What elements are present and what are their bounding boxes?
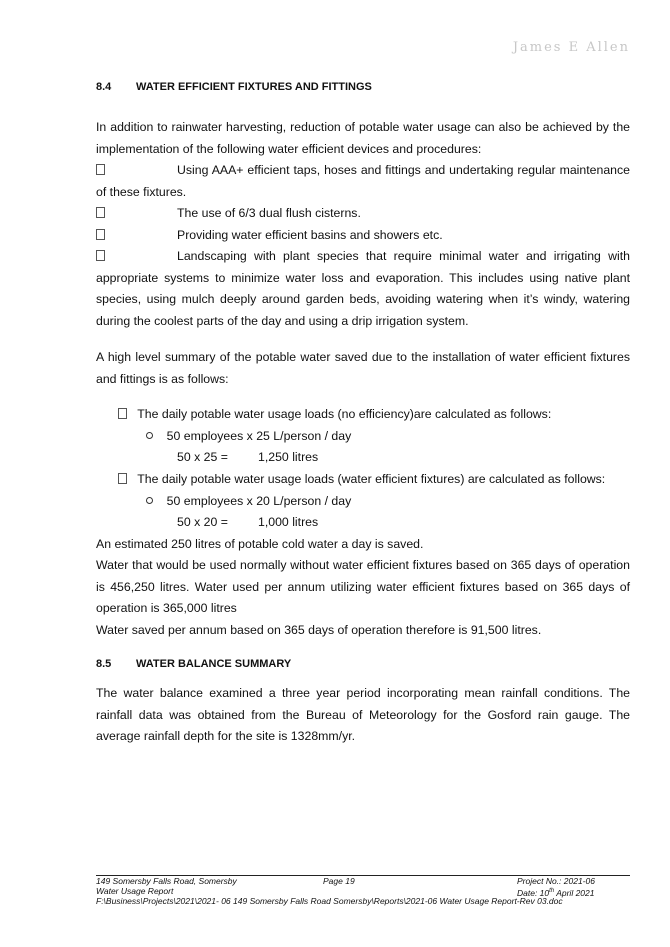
calc-no-efficiency-rate: 50 employees x 25 L/person / day xyxy=(166,429,352,443)
calc-no-efficiency-result: 1,250 litres xyxy=(258,450,319,464)
intro-paragraph: In addition to rainwater harvesting, reduction of potable water usage can also be achieved by the implementation of the following water efficient devices and procedures: xyxy=(96,120,630,156)
calc-efficient-rate: 50 employees x 20 L/person / day xyxy=(166,494,352,508)
section-number: 8.4 xyxy=(96,81,112,93)
footer-project-number: Project No.: 2021-06 xyxy=(517,876,595,886)
section-number: 8.5 xyxy=(96,658,112,670)
fixture-item-2: The use of 6/3 dual flush cisterns. xyxy=(177,206,361,220)
checkbox-bullet-icon xyxy=(96,229,105,240)
calc-efficient-result: 1,000 litres xyxy=(258,515,319,529)
calc-no-efficiency-sub xyxy=(146,426,351,448)
calc-efficient-eq: 50 x 20 = xyxy=(177,515,228,529)
footer-date-prefix: Date: 10 xyxy=(517,887,550,898)
section-heading-8-5 xyxy=(96,658,291,670)
footer-date-sup: th xyxy=(549,888,555,894)
calc-efficient xyxy=(118,469,605,491)
section-title: WATER BALANCE SUMMARY xyxy=(136,658,292,670)
annual-usage-paragraph: Water that would be used normally without water efficient fixtures based on 365 days of operation is 456,250 litres. Water used per annum utilizing water efficient fixtures based on 365 days of operation is 365,000 litres xyxy=(96,558,630,615)
circle-bullet-icon xyxy=(146,432,153,439)
footer-date-suffix: April 2021 xyxy=(554,887,595,898)
footer-page-number: Page 19 xyxy=(323,876,355,886)
calc-efficient-label: The daily potable water usage loads (water efficient fixtures) are calculated as follows: xyxy=(137,472,606,486)
checkbox-bullet-icon xyxy=(96,207,105,218)
calc-no-efficiency-eq: 50 x 25 = xyxy=(177,450,228,464)
fixture-item-1: Using AAA+ efficient taps, hoses and fittings and undertaking regular maintenance of these fixtures. xyxy=(96,163,630,199)
checkbox-bullet-icon xyxy=(118,473,127,484)
fixture-bullet-2-marker xyxy=(96,203,105,225)
summary-intro-paragraph: A high level summary of the potable water saved due to the installation of water efficient fixtures and fittings is as follows: xyxy=(96,350,630,386)
saved-per-annum: Water saved per annum based on 365 days of operation therefore is 91,500 litres. xyxy=(96,623,542,637)
section-title: WATER EFFICIENT FIXTURES AND FITTINGS xyxy=(136,81,372,93)
footer-report-name: Water Usage Report xyxy=(96,886,174,896)
brand-watermark: James E Allen xyxy=(512,40,630,55)
circle-bullet-icon xyxy=(146,497,153,504)
saved-per-day: An estimated 250 litres of potable cold water a day is saved. xyxy=(96,537,424,551)
footer-file-path: F:\Business\Projects\2021\2021- 06 149 Somersby Falls Road Somersby\Reports\2021-06 Water Usage Report-Rev 03.doc xyxy=(96,896,563,906)
checkbox-bullet-icon xyxy=(118,408,127,419)
calc-no-efficiency xyxy=(118,404,551,426)
calc-efficient-sub xyxy=(146,491,351,513)
fixture-bullet-3-marker xyxy=(96,225,105,247)
fixture-item-4: Landscaping with plant species that require minimal water and irrigating with appropriate systems to minimize water loss and evaporation. This includes using native plant species, using mulch deeply around garden beds, avoiding watering when it’s windy, watering during the coolest parts of the day and using a drip irrigation system. xyxy=(96,249,630,328)
section-heading-8-4 xyxy=(96,81,372,93)
footer-address: 149 Somersby Falls Road, Somersby xyxy=(96,876,237,886)
footer-date xyxy=(517,887,594,898)
calc-no-efficiency-label: The daily potable water usage loads (no efficiency)are calculated as follows: xyxy=(137,407,552,421)
water-balance-paragraph: The water balance examined a three year period incorporating mean rainfall conditions. The rainfall data was obtained from the Bureau of Meteorology for the Gosford rain gauge. The average rainfall depth for the site is 1328mm/yr. xyxy=(96,686,630,743)
fixture-item-3: Providing water efficient basins and showers etc. xyxy=(177,228,443,242)
